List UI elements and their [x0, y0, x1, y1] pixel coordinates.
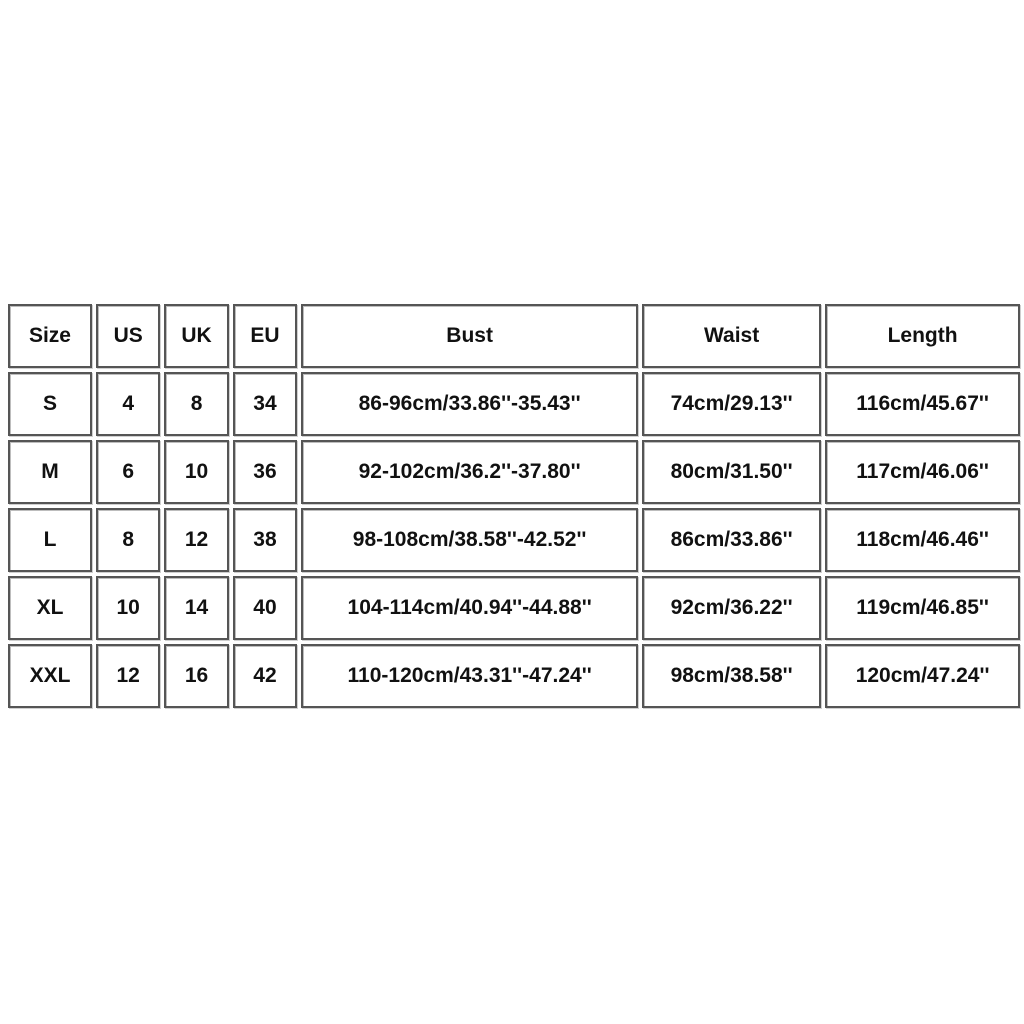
header-waist: Waist — [642, 304, 821, 368]
cell-us: 4 — [96, 372, 160, 436]
cell-length: 120cm/47.24'' — [825, 644, 1020, 708]
cell-eu: 42 — [233, 644, 297, 708]
cell-uk: 12 — [164, 508, 228, 572]
cell-bust: 104-114cm/40.94''-44.88'' — [301, 576, 638, 640]
table-body — [8, 372, 1020, 708]
cell-waist: 98cm/38.58'' — [642, 644, 821, 708]
cell-eu: 34 — [233, 372, 297, 436]
cell-size: XL — [8, 576, 92, 640]
cell-us: 12 — [96, 644, 160, 708]
header-row — [8, 304, 1020, 368]
table-header — [8, 304, 1020, 368]
cell-waist: 92cm/36.22'' — [642, 576, 821, 640]
table-row — [8, 508, 1020, 572]
cell-uk: 14 — [164, 576, 228, 640]
cell-uk: 8 — [164, 372, 228, 436]
cell-eu: 40 — [233, 576, 297, 640]
header-length: Length — [825, 304, 1020, 368]
table-row — [8, 644, 1020, 708]
cell-uk: 16 — [164, 644, 228, 708]
cell-waist: 80cm/31.50'' — [642, 440, 821, 504]
size-chart-table — [4, 300, 1024, 712]
cell-size: L — [8, 508, 92, 572]
cell-eu: 38 — [233, 508, 297, 572]
table-row — [8, 576, 1020, 640]
cell-bust: 92-102cm/36.2''-37.80'' — [301, 440, 638, 504]
cell-size: S — [8, 372, 92, 436]
table-row — [8, 440, 1020, 504]
cell-eu: 36 — [233, 440, 297, 504]
cell-bust: 86-96cm/33.86''-35.43'' — [301, 372, 638, 436]
cell-length: 119cm/46.85'' — [825, 576, 1020, 640]
cell-waist: 74cm/29.13'' — [642, 372, 821, 436]
header-bust: Bust — [301, 304, 638, 368]
header-eu: EU — [233, 304, 297, 368]
table-row — [8, 372, 1020, 436]
header-size: Size — [8, 304, 92, 368]
cell-us: 10 — [96, 576, 160, 640]
cell-size: XXL — [8, 644, 92, 708]
cell-us: 8 — [96, 508, 160, 572]
cell-waist: 86cm/33.86'' — [642, 508, 821, 572]
cell-bust: 110-120cm/43.31''-47.24'' — [301, 644, 638, 708]
cell-length: 118cm/46.46'' — [825, 508, 1020, 572]
cell-size: M — [8, 440, 92, 504]
cell-uk: 10 — [164, 440, 228, 504]
cell-length: 116cm/45.67'' — [825, 372, 1020, 436]
header-us: US — [96, 304, 160, 368]
cell-length: 117cm/46.06'' — [825, 440, 1020, 504]
cell-us: 6 — [96, 440, 160, 504]
cell-bust: 98-108cm/38.58''-42.52'' — [301, 508, 638, 572]
header-uk: UK — [164, 304, 228, 368]
